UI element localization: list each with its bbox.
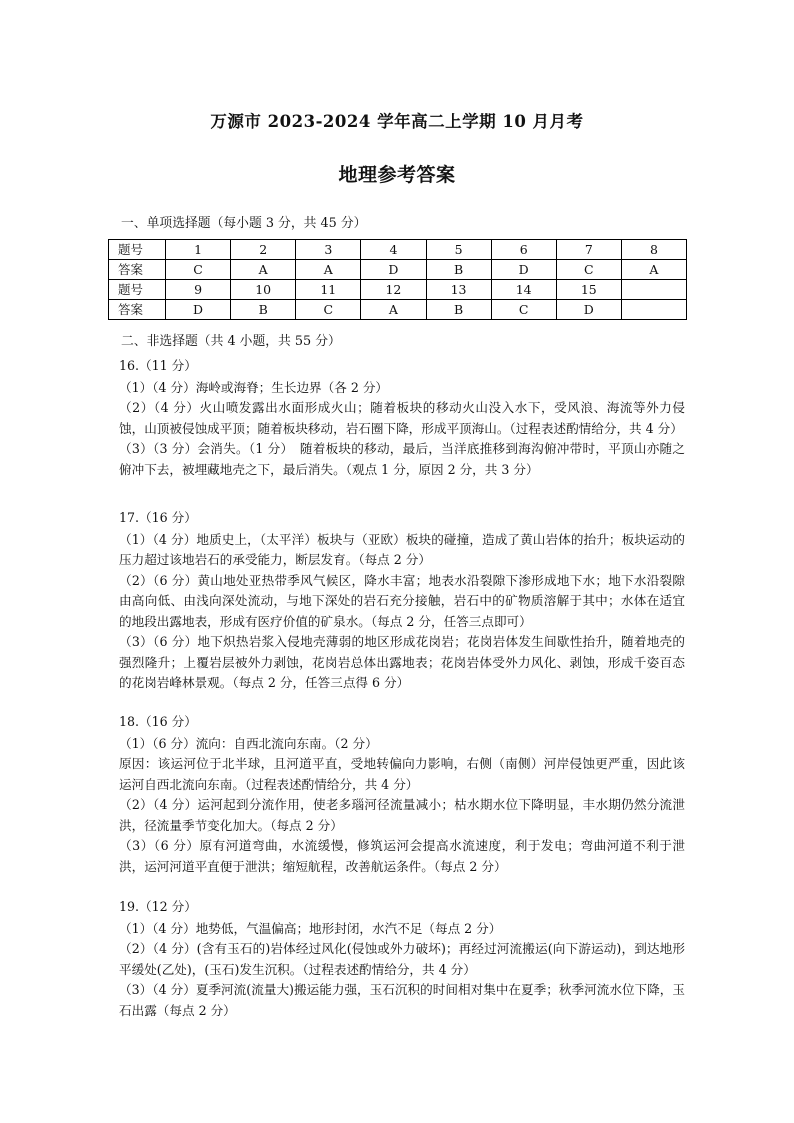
question-number: 2 xyxy=(231,240,296,260)
table-row xyxy=(109,260,687,280)
answer-cell: A xyxy=(361,300,426,320)
answer-paragraph: （2）（6 分）黄山地处亚热带季风气候区，降水丰富；地表水沿裂隙下渗形成地下水；地下水沿裂隙由高向低、由浅向深处流动，与地下深处的岩石充分接触，岩石中的矿物质溶解于其中；水体在适宜的地段出露地表，形成有医疗价值的矿泉水。（每点 2 分，任答三点即可） xyxy=(119,572,685,629)
question-number: 11 xyxy=(296,280,361,300)
answer-cell: C xyxy=(491,300,556,320)
answer-cell: C xyxy=(556,260,621,280)
exam-title: 万源市 2023-2024 学年高二上学期 10 月月考 xyxy=(210,112,584,131)
answer-paragraph: （1）（6 分）流向：自西北流向东南。（2 分） xyxy=(119,735,378,751)
question-number: 9 xyxy=(166,280,231,300)
answer-table xyxy=(108,239,687,320)
row-label: 答案 xyxy=(109,260,166,280)
question-number: 1 xyxy=(166,240,231,260)
answer-paragraph: （2）（4 分）(含有玉石的)岩体经过风化(侵蚀或外力破坏)；再经过河流搬运(向下游运动)，到达地形平缓处(乙处)，(玉石)发生沉积。（过程表述酌情给分，共 4 分） xyxy=(119,941,685,977)
question-18 xyxy=(119,712,685,877)
question-number: 12 xyxy=(361,280,426,300)
answer-paragraph: 原因：该运河位于北半球，且河道平直，受地转偏向力影响，右侧（南侧）河岸侵蚀更严重，因此该运河自西北流向东南。（过程表述酌情给分，共 4 分） xyxy=(119,756,685,792)
answer-cell: B xyxy=(231,300,296,320)
empty-cell xyxy=(621,300,686,320)
answer-cell: A xyxy=(231,260,296,280)
answer-paragraph: （1）（4 分）地势低，气温偏高；地形封闭，水汽不足（每点 2 分） xyxy=(119,920,502,936)
answer-paragraph: （3）（4 分）夏季河流(流量大)搬运能力强，玉石沉积的时间相对集中在夏季；秋季河流水位下降，玉石出露（每点 2 分） xyxy=(119,982,685,1018)
question-header: 19.（12 分） xyxy=(119,899,197,914)
answer-cell: C xyxy=(296,300,361,320)
answer-cell: B xyxy=(426,300,491,320)
answer-cell: D xyxy=(491,260,556,280)
question-header: 16.（11 分） xyxy=(119,358,197,373)
question-number: 13 xyxy=(426,280,491,300)
table-row xyxy=(109,280,687,300)
answer-key-title: 地理参考答案 xyxy=(338,164,456,186)
answer-paragraph: （3）（3 分）会消失。（1 分） 随着板块的移动，最后，当洋底推移到海沟俯冲带时，平顶山亦随之俯冲下去，被埋藏地壳之下，最后消失。（观点 1 分，原因 2 分，共 3 分） xyxy=(119,441,685,477)
question-number: 3 xyxy=(296,240,361,260)
answer-cell: A xyxy=(296,260,361,280)
answer-cell: A xyxy=(621,260,686,280)
question-header: 17.（16 分） xyxy=(119,510,197,525)
section2-heading: 二、非选择题（共 4 小题，共 55 分） xyxy=(121,334,341,349)
empty-cell xyxy=(621,280,686,300)
row-label: 题号 xyxy=(109,280,166,300)
answer-cell: D xyxy=(361,260,426,280)
answer-paragraph: （2）（4 分）运河起到分流作用，使老多瑙河径流量减小；枯水期水位下降明显，丰水期仍然分流泄洪，径流量季节变化加大。（每点 2 分） xyxy=(119,797,685,833)
question-16 xyxy=(119,356,685,480)
question-number: 15 xyxy=(556,280,621,300)
question-number: 7 xyxy=(556,240,621,260)
answer-cell: D xyxy=(556,300,621,320)
question-number: 4 xyxy=(361,240,426,260)
answer-paragraph: （3）（6 分）原有河道弯曲，水流缓慢，修筑运河会提高水流速度，利于发电；弯曲河道不利于泄洪，运河河道平直便于泄洪；缩短航程，改善航运条件。（每点 2 分） xyxy=(119,838,685,874)
question-number: 6 xyxy=(491,240,556,260)
question-number: 10 xyxy=(231,280,296,300)
row-label: 答案 xyxy=(109,300,166,320)
answer-paragraph: （1）（4 分）海岭或海脊；生长边界（各 2 分） xyxy=(119,379,389,395)
question-header: 18.（16 分） xyxy=(119,714,197,729)
answer-paragraph: （2）（4 分）火山喷发露出水面形成火山；随着板块的移动火山没入水下，受风浪、海流等外力侵蚀，山顶被侵蚀成平顶；随着板块移动，岩石圈下降，形成平顶海山。（过程表述酌情给分，共 4 分） xyxy=(119,400,685,436)
question-number: 8 xyxy=(621,240,686,260)
row-label: 题号 xyxy=(109,240,166,260)
question-17 xyxy=(119,508,685,694)
answer-cell: C xyxy=(166,260,231,280)
answer-paragraph: （3）（6 分）地下炽热岩浆入侵地壳薄弱的地区形成花岗岩；花岗岩体发生间歇性抬升，随着地壳的强烈隆升；上覆岩层被外力剥蚀，花岗岩总体出露地表；花岗岩体受外力风化、剥蚀，形成千姿百态的花岗岩峰林景观。（每点 2 分，任答三点得 6 分） xyxy=(119,634,685,690)
table-row xyxy=(109,300,687,320)
answer-paragraph: （1）（4 分）地质史上，（太平洋）板块与（亚欧）板块的碰撞，造成了黄山岩体的抬升；板块运动的压力超过该地岩石的承受能力，断层发育。（每点 2 分） xyxy=(119,531,685,567)
section1-heading: 一、单项选择题（每小题 3 分，共 45 分） xyxy=(121,216,367,231)
answer-cell: B xyxy=(426,260,491,280)
table-row xyxy=(109,240,687,260)
question-19 xyxy=(119,897,685,1021)
question-number: 5 xyxy=(426,240,491,260)
question-number: 14 xyxy=(491,280,556,300)
answer-cell: D xyxy=(166,300,231,320)
